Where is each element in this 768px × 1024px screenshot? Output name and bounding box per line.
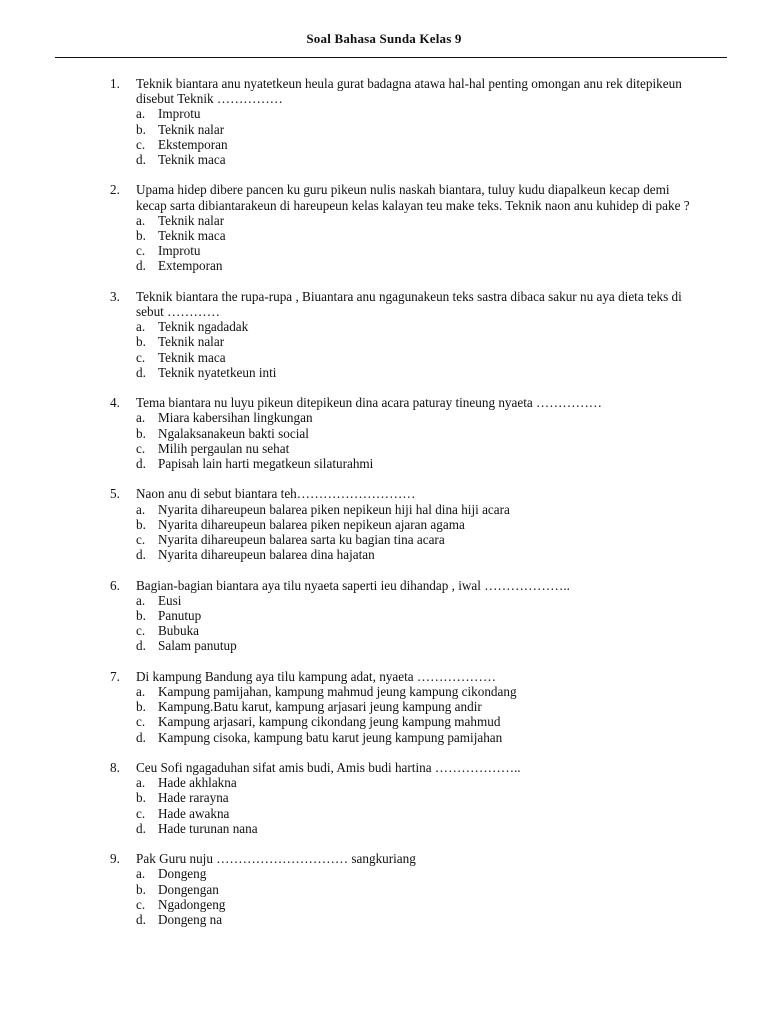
answer-option — [136, 912, 700, 927]
answer-option — [136, 441, 700, 456]
option-letter: a. — [136, 501, 146, 517]
answer-option — [136, 684, 700, 699]
answer-options — [136, 410, 700, 471]
question-number: 3. — [110, 288, 120, 304]
option-letter: a. — [136, 684, 146, 700]
answer-option — [136, 106, 700, 121]
answer-option — [136, 821, 700, 836]
answer-option — [136, 593, 700, 608]
option-text: Dongengan — [158, 881, 219, 897]
answer-option — [136, 228, 700, 243]
option-text: Teknik nalar — [158, 334, 225, 350]
question-item — [110, 486, 700, 562]
option-letter: d. — [136, 820, 146, 836]
option-text: Eusi — [158, 592, 182, 608]
question-item — [110, 289, 700, 380]
option-letter: b. — [136, 790, 146, 806]
option-text: Panutup — [158, 608, 202, 624]
answer-option — [136, 699, 700, 714]
answer-options — [136, 502, 700, 563]
question-text: Teknik biantara the rupa-rupa , Biuantara anu ngagunakeun teks sastra dibaca sakur nu aya dieta teks di sebut ………… — [136, 288, 682, 320]
option-letter: c. — [136, 714, 146, 730]
option-letter: a. — [136, 775, 146, 791]
option-text: Nyarita dihareupeun balarea piken nepikeun hiji hal dina hiji acara — [158, 501, 510, 517]
question-number: 2. — [110, 182, 120, 198]
question-number: 1. — [110, 76, 120, 91]
answer-option — [136, 137, 700, 152]
answer-option — [136, 258, 700, 273]
option-text: Hade rarayna — [158, 790, 229, 806]
option-letter: c. — [136, 349, 146, 365]
answer-option — [136, 532, 700, 547]
option-letter: b. — [136, 699, 146, 715]
option-text: Extemporan — [158, 258, 223, 274]
option-text: Hade awakna — [158, 805, 230, 821]
option-text: Ngalaksanakeun bakti social — [158, 425, 309, 441]
answer-option — [136, 638, 700, 653]
option-letter: a. — [136, 319, 146, 335]
answer-options — [136, 106, 700, 167]
question-item — [110, 578, 700, 654]
option-letter: b. — [136, 228, 146, 244]
answer-option — [136, 350, 700, 365]
answer-options — [136, 213, 700, 274]
option-text: Improtu — [158, 243, 201, 259]
answer-option — [136, 806, 700, 821]
option-letter: b. — [136, 425, 146, 441]
question-text: Naon anu di sebut biantara teh……………………… — [136, 486, 416, 502]
option-letter: d. — [136, 547, 146, 563]
answer-option — [136, 243, 700, 258]
question-number: 4. — [110, 395, 120, 411]
option-text: Kampung pamijahan, kampung mahmud jeung kampung cikondang — [158, 684, 517, 700]
option-text: Salam panutup — [158, 638, 237, 654]
option-letter: b. — [136, 608, 146, 624]
option-letter: a. — [136, 410, 146, 426]
option-letter: a. — [136, 866, 146, 882]
option-letter: c. — [136, 136, 146, 152]
option-text: Teknik ngadadak — [158, 319, 249, 335]
question-text: Bagian-bagian biantara aya tilu nyaeta saperti ieu dihandap , iwal ……………….. — [136, 577, 570, 593]
answer-option — [136, 790, 700, 805]
option-text: Ngadongeng — [158, 896, 226, 912]
answer-option — [136, 730, 700, 745]
answer-option — [136, 547, 700, 562]
option-letter: d. — [136, 258, 146, 274]
option-text: Nyarita dihareupeun balarea piken nepikeun ajaran agama — [158, 516, 465, 532]
option-letter: b. — [136, 516, 146, 532]
question-number: 6. — [110, 577, 120, 593]
answer-option — [136, 426, 700, 441]
answer-option — [136, 152, 700, 167]
option-text: Nyarita dihareupeun balarea dina hajatan — [158, 547, 375, 563]
option-letter: c. — [136, 805, 146, 821]
option-text: Papisah lain harti megatkeun silaturahmi — [158, 456, 374, 472]
option-letter: a. — [136, 212, 146, 228]
question-number: 9. — [110, 851, 120, 867]
answer-option — [136, 365, 700, 380]
option-letter: d. — [136, 912, 146, 928]
option-text: Improtu — [158, 106, 201, 122]
answer-option — [136, 714, 700, 729]
option-text: Dongeng na — [158, 912, 223, 928]
question-text: Teknik biantara anu nyatetkeun heula gurat badagna atawa hal-hal penting omongan anu rek ditepikeun disebut Teknik …………… — [136, 76, 682, 107]
option-letter: d. — [136, 729, 146, 745]
answer-options — [136, 684, 700, 745]
option-letter: b. — [136, 881, 146, 897]
answer-options — [136, 775, 700, 836]
answer-option — [136, 456, 700, 471]
answer-options — [136, 866, 700, 927]
answer-options — [136, 319, 700, 380]
option-text: Miara kabersihan lingkungan — [158, 410, 313, 426]
option-letter: c. — [136, 896, 146, 912]
option-letter: d. — [136, 456, 146, 472]
option-letter: d. — [136, 152, 146, 168]
option-text: Teknik nalar — [158, 121, 225, 137]
option-text: Milih pergaulan nu sehat — [158, 440, 290, 456]
question-item — [110, 395, 700, 471]
option-text: Teknik maca — [158, 349, 226, 365]
option-text: Hade akhlakna — [158, 775, 237, 791]
option-letter: a. — [136, 592, 146, 608]
answer-option — [136, 882, 700, 897]
answer-options — [136, 593, 700, 654]
option-letter: c. — [136, 623, 146, 639]
option-text: Nyarita dihareupeun balarea sarta ku bagian tina acara — [158, 532, 445, 548]
document-title: Soal Bahasa Sunda Kelas 9 — [306, 31, 462, 46]
option-text: Ekstemporan — [158, 136, 228, 152]
option-text: Bubuka — [158, 623, 200, 639]
option-text: Kampung arjasari, kampung cikondang jeung kampung mahmud — [158, 714, 501, 730]
answer-option — [136, 334, 700, 349]
option-text: Teknik nalar — [158, 212, 225, 228]
option-letter: b. — [136, 121, 146, 137]
answer-option — [136, 410, 700, 425]
answer-option — [136, 213, 700, 228]
option-letter: b. — [136, 334, 146, 350]
option-text: Teknik maca — [158, 152, 226, 168]
answer-option — [136, 775, 700, 790]
question-number: 7. — [110, 668, 120, 684]
question-number: 5. — [110, 486, 120, 502]
answer-option — [136, 897, 700, 912]
option-letter: c. — [136, 243, 146, 259]
option-letter: c. — [136, 532, 146, 548]
answer-option — [136, 319, 700, 334]
question-item — [110, 182, 700, 273]
question-number: 8. — [110, 760, 120, 776]
question-item — [110, 851, 700, 927]
answer-option — [136, 122, 700, 137]
option-text: Kampung cisoka, kampung batu karut jeung kampung pamijahan — [158, 729, 503, 745]
title-divider — [55, 57, 727, 58]
option-text: Hade turunan nana — [158, 820, 258, 836]
answer-option — [136, 866, 700, 881]
option-text: Teknik maca — [158, 228, 226, 244]
option-text: Kampung.Batu karut, kampung arjasari jeung kampung andir — [158, 699, 482, 715]
option-text: Teknik nyatetkeun inti — [158, 364, 277, 380]
question-text: Ceu Sofi ngagaduhan sifat amis budi, Amis budi hartina ……………….. — [136, 760, 521, 776]
question-text: Pak Guru nuju ………………………… sangkuriang — [136, 851, 416, 867]
answer-option — [136, 623, 700, 638]
option-text: Dongeng — [158, 866, 207, 882]
question-item — [110, 76, 700, 167]
question-list — [110, 76, 700, 942]
question-text: Di kampung Bandung aya tilu kampung adat, nyaeta ……………… — [136, 668, 497, 684]
question-item — [110, 669, 700, 745]
option-letter: d. — [136, 638, 146, 654]
option-letter: c. — [136, 440, 146, 456]
question-text: Tema biantara nu luyu pikeun ditepikeun dina acara paturay tineung nyaeta …………… — [136, 395, 602, 411]
option-letter: d. — [136, 364, 146, 380]
answer-option — [136, 608, 700, 623]
option-letter: a. — [136, 106, 146, 122]
answer-option — [136, 517, 700, 532]
question-item — [110, 760, 700, 836]
answer-option — [136, 502, 700, 517]
question-text: Upama hidep dibere pancen ku guru pikeun nulis naskah biantara, tuluy kudu diapalkeun kecap demi kecap sarta dibiantarakeun di hareupeun kelas kalayan teu make teks. Teknik naon anu kuhidep di pake ? — [136, 182, 690, 213]
